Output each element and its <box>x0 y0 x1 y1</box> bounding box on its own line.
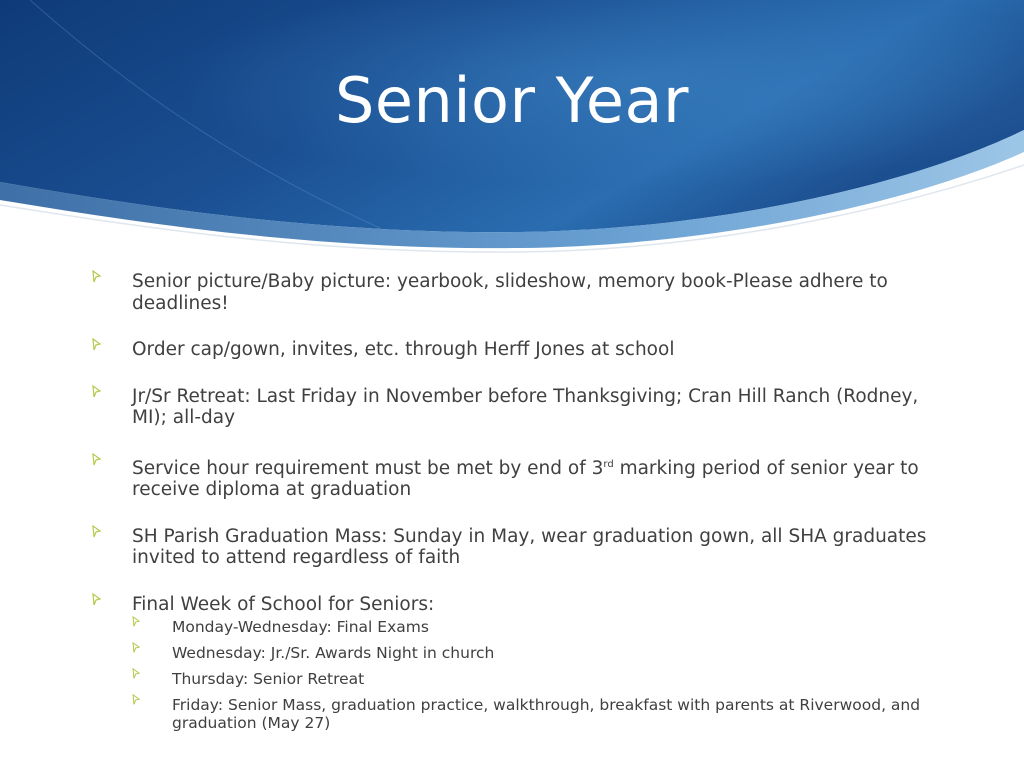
sub-list-item <box>94 670 942 688</box>
bullet-list <box>92 271 942 740</box>
sub-bullet-text: Monday-Wednesday: Final Exams <box>172 618 429 637</box>
sub-bullet-icon <box>132 694 141 706</box>
sub-bullet-icon <box>132 616 141 628</box>
bullet-icon <box>92 270 102 284</box>
bullet-text: Jr/Sr Retreat: Last Friday in November before Thanksgiving; Cran Hill Ranch (Rodney, MI); all-day <box>132 385 919 428</box>
bullet-text: Senior picture/Baby picture: yearbook, slideshow, memory book-Please adhere to deadlines! <box>132 271 888 314</box>
sub-bullet-text: Friday: Senior Mass, graduation practice, walkthrough, breakfast with parents at Riverwood, and graduation (May 27) <box>172 696 921 733</box>
list-item <box>92 526 942 569</box>
list-item <box>92 594 942 733</box>
bullet-text: Order cap/gown, invites, etc. through Herff Jones at school <box>132 339 675 360</box>
list-item <box>92 454 942 501</box>
bullet-icon <box>92 385 102 399</box>
sub-bullet-icon <box>132 642 141 654</box>
bullet-text: Final Week of School for Seniors: <box>132 593 435 615</box>
list-item <box>92 386 942 429</box>
sub-bullet-text: Wednesday: Jr./Sr. Awards Night in church <box>172 644 495 663</box>
bullet-icon <box>92 338 102 352</box>
bullet-text <box>132 458 919 501</box>
sub-bullet-list <box>132 618 942 732</box>
bullet-text: SH Parish Graduation Mass: Sunday in May, wear graduation gown, all SHA graduates invited to attend regardless of faith <box>132 525 927 569</box>
sub-list-item <box>94 644 942 662</box>
sub-list-item <box>94 696 942 732</box>
bullet-text-part: marking period of senior year to receive diploma at graduation <box>132 457 919 501</box>
slide-title: Senior Year <box>335 64 689 137</box>
bullet-text-part: Service hour requirement must be met by end of 3 <box>132 457 604 479</box>
ordinal-suffix: rd <box>603 458 614 470</box>
list-item <box>92 271 942 314</box>
sub-bullet-icon <box>132 668 141 680</box>
sub-bullet-text: Thursday: Senior Retreat <box>172 670 365 689</box>
bullet-icon <box>92 525 102 539</box>
bullet-icon <box>92 453 102 467</box>
list-item <box>92 339 942 361</box>
sub-list-item <box>94 618 942 636</box>
bullet-icon <box>92 593 102 607</box>
